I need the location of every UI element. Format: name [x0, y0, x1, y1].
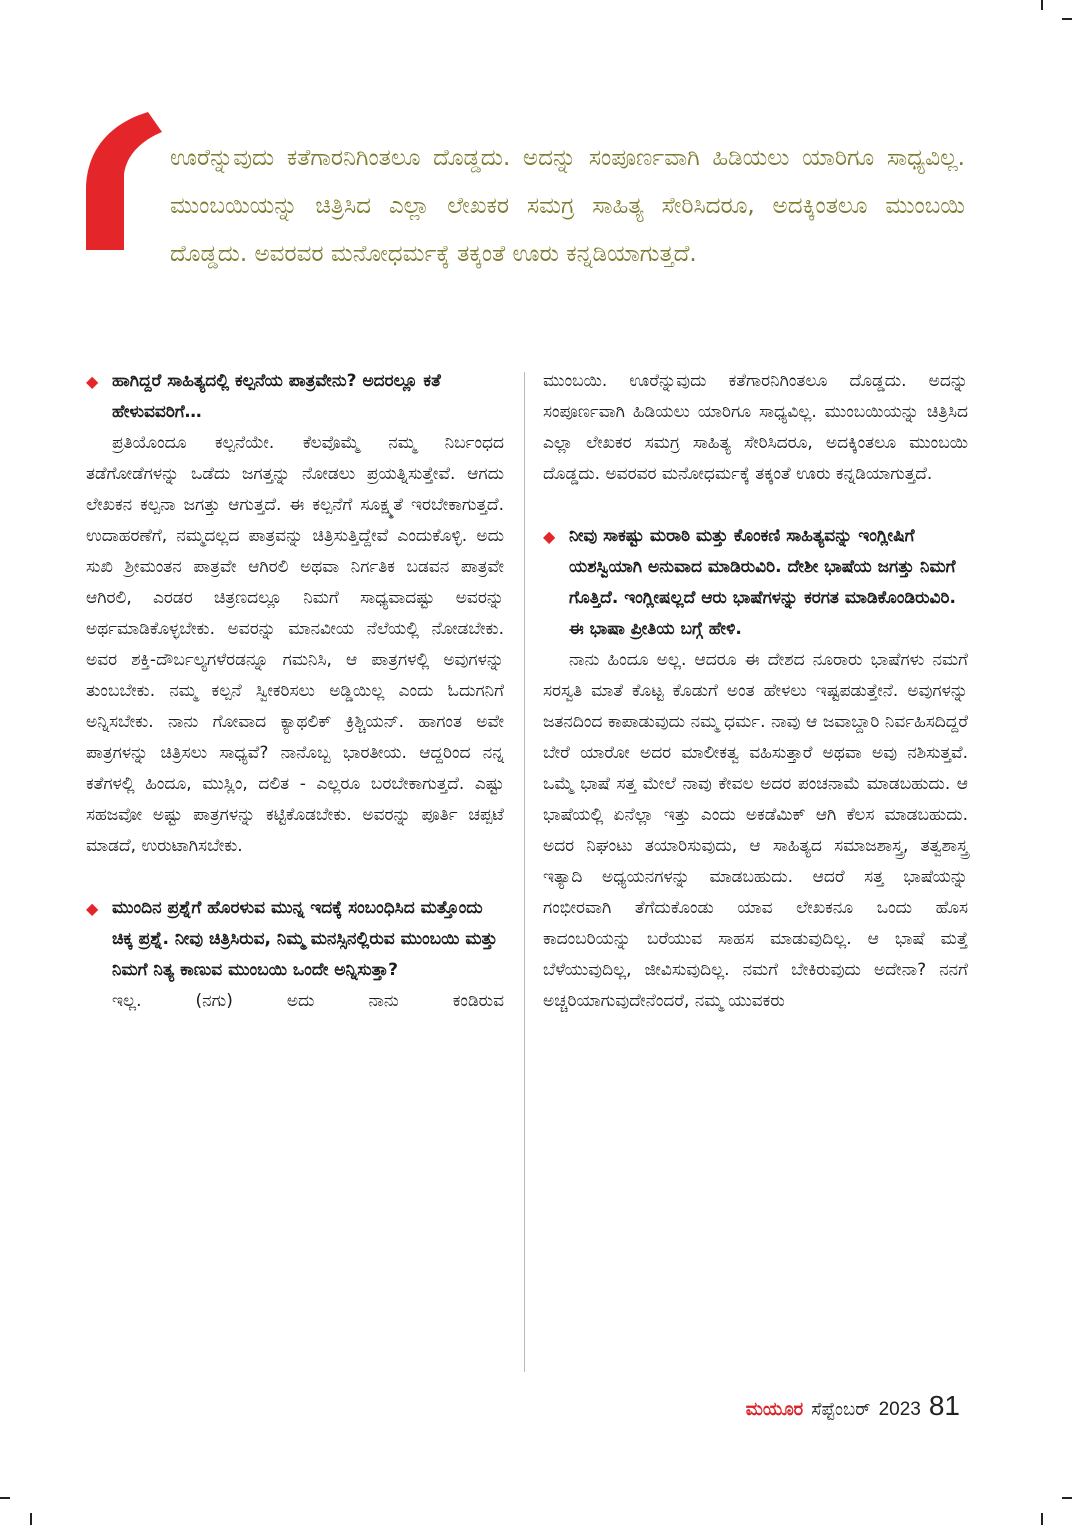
quotation-mark-icon — [86, 112, 162, 252]
crop-mark — [30, 1513, 32, 1525]
question-text: ನೀವು ಸಾಕಷ್ಟು ಮರಾಠಿ ಮತ್ತು ಕೊಂಕಣಿ ಸಾಹಿತ್ಯವನ್ನು ಇಂಗ್ಲೀಷಿಗೆ ಯಶಸ್ವಿಯಾಗಿ ಅನುವಾದ ಮಾಡಿರುವಿರಿ. ದೇಶೀ ಭಾಷೆಯ ಜಗತ್ತು ನಿಮಗೆ ಗೊತ್ತಿದೆ. ಇಂಗ್ಲೀಷಲ್ಲದೆ ಆರು ಭಾಷೆಗಳನ್ನು ಕರಗತ ಮಾಡಿಕೊಂಡಿರುವಿರಿ. ಈ ಭಾಷಾ ಪ್ರೀತಿಯ ಬಗ್ಗೆ ಹೇಳಿ. — [569, 526, 956, 639]
diamond-bullet-icon: ◆ — [543, 527, 556, 546]
left-column — [86, 366, 504, 1017]
continued-paragraph: ಮುಂಬಯಿ. ಊರೆನ್ನುವುದು ಕತೆಗಾರನಿಗಿಂತಲೂ ದೊಡ್ಡದು. ಅದನ್ನು ಸಂಪೂರ್ಣವಾಗಿ ಹಿಡಿಯಲು ಯಾರಿಗೂ ಸಾಧ್ಯವಿಲ್ಲ. ಮುಂಬಯಿಯನ್ನು ಚಿತ್ರಿಸಿದ ಎಲ್ಲಾ ಲೇಖಕರ ಸಮಗ್ರ ಸಾಹಿತ್ಯ ಸೇರಿಸಿದರೂ, ಅದಕ್ಕಿಂತಲೂ ಮುಂಬಯಿ ದೊಡ್ಡದು. ಅವರವರ ಮನೋಧರ್ಮಕ್ಕೆ ತಕ್ಕಂತೆ ಊರು ಕನ್ನಡಿಯಾಗುತ್ತದೆ. — [543, 371, 968, 484]
issue-year: 2023 — [878, 1399, 921, 1420]
crop-mark — [1041, 1513, 1043, 1525]
answer-paragraph: ನಾನು ಹಿಂದೂ ಅಲ್ಲ. ಆದರೂ ಈ ದೇಶದ ನೂರಾರು ಭಾಷೆಗಳು ನಮಗೆ ಸರಸ್ವತಿ ಮಾತೆ ಕೊಟ್ಟ ಕೊಡುಗೆ ಅಂತ ಹೇಳಲು ಇಷ್ಟಪಡುತ್ತೇನೆ. ಅವುಗಳನ್ನು ಜತನದಿಂದ ಕಾಪಾಡುವುದು ನಮ್ಮ ಧರ್ಮ. ನಾವು ಆ ಜವಾಬ್ದಾರಿ ನಿರ್ವಹಿಸದಿದ್ದರೆ ಬೇರೆ ಯಾರೋ ಅದರ ಮಾಲೀಕತ್ವ ವಹಿಸುತ್ತಾರೆ ಅಥವಾ ಅವು ನಶಿಸುತ್ತವೆ. ಒಮ್ಮೆ ಭಾಷೆ ಸತ್ತ ಮೇಲೆ ನಾವು ಕೇವಲ ಅದರ ಪಂಚನಾಮೆ ಮಾಡಬಹುದು. ಆ ಭಾಷೆಯಲ್ಲಿ ಏನೆಲ್ಲಾ ಇತ್ತು ಎಂದು ಅಕಡೆಮಿಕ್ ಆಗಿ ಕೆಲಸ ಮಾಡಬಹುದು. ಅದರ ನಿಘಂಟು ತಯಾರಿಸುವುದು, ಆ ಸಾಹಿತ್ಯದ ಸಮಾಜಶಾಸ್ತ್ರ, ತತ್ವಶಾಸ್ತ್ರ ಇತ್ಯಾದಿ ಅಧ್ಯಯನಗಳನ್ನು ಮಾಡಬಹುದು. ಆದರೆ ಸತ್ತ ಭಾಷೆಯನ್ನು ಗಂಭೀರವಾಗಿ ತೆಗೆದುಕೊಂಡು ಯಾವ ಲೇಖಕನೂ ಒಂದು ಹೊಸ ಕಾದಂಬರಿಯನ್ನು ಬರೆಯುವ ಸಾಹಸ ಮಾಡುವುದಿಲ್ಲ. ಆ ಭಾಷೆ ಮತ್ತೆ ಬೆಳೆಯುವುದಿಲ್ಲ, ಜೀವಿಸುವುದಿಲ್ಲ. ನಮಗೆ ಬೇಕಿರುವುದು ಅದೇನಾ? ನನಗೆ ಅಚ್ಚರಿಯಾಗುವುದೇನೆಂದರೆ, ನಮ್ಮ ಯುವಕರು — [543, 650, 968, 1011]
page-number: 81 — [928, 1390, 960, 1421]
question-heading — [543, 521, 968, 645]
crop-mark — [1041, 0, 1043, 10]
crop-mark — [1062, 18, 1072, 20]
question-text: ಹಾಗಿದ್ದರೆ ಸಾಹಿತ್ಯದಲ್ಲಿ ಕಲ್ಪನೆಯ ಪಾತ್ರವೇನು? ಅದರಲ್ಲೂ ಕತೆ ಹೇಳುವವರಿಗೆ… — [112, 371, 441, 422]
magazine-logo: ಮಯೂರ — [745, 1399, 804, 1420]
diamond-bullet-icon: ◆ — [86, 372, 99, 391]
crop-mark — [0, 1497, 10, 1499]
question-text: ಮುಂದಿನ ಪ್ರಶ್ನೆಗೆ ಹೊರಳುವ ಮುನ್ನ ಇದಕ್ಕೆ ಸಂಬಂಧಿಸಿದ ಮತ್ತೊಂದು ಚಿಕ್ಕ ಪ್ರಶ್ನೆ. ನೀವು ಚಿತ್ರಿಸಿರುವ, ನಿಮ್ಮ ಮನಸ್ಸಿನಲ್ಲಿರುವ ಮುಂಬಯಿ ಮತ್ತು ನಿಮಗೆ ನಿತ್ಯ ಕಾಣುವ ಮುಂಬಯಿ ಒಂದೇ ಅನ್ನಿಸುತ್ತಾ? — [112, 898, 498, 980]
pull-quote: ಊರೆನ್ನುವುದು ಕತೆಗಾರನಿಗಿಂತಲೂ ದೊಡ್ಡದು. ಅದನ್ನು ಸಂಪೂರ್ಣವಾಗಿ ಹಿಡಿಯಲು ಯಾರಿಗೂ ಸಾಧ್ಯವಿಲ್ಲ. ಮುಂಬಯಿಯನ್ನು ಚಿತ್ರಿಸಿದ ಎಲ್ಲಾ ಲೇಖಕರ ಸಮಗ್ರ ಸಾಹಿತ್ಯ ಸೇರಿಸಿದರೂ, ಅದಕ್ಕಿಂತಲೂ ಮುಂಬಯಿ ದೊಡ್ಡದು. ಅವರವರ ಮನೋಧರ್ಮಕ್ಕೆ ತಕ್ಕಂತೆ ಊರು ಕನ್ನಡಿಯಾಗುತ್ತದೆ. — [170, 145, 965, 267]
diamond-bullet-icon: ◆ — [86, 899, 99, 918]
question-heading — [86, 366, 504, 428]
issue-month: ಸೆಪ್ಟೆಂಬರ್ — [811, 1399, 871, 1420]
crop-mark — [1062, 1497, 1072, 1499]
column-divider — [524, 372, 525, 1372]
answer-paragraph: ಇಲ್ಲ. (ನಗು) ಅದು ನಾನು ಕಂಡಿರುವ — [112, 991, 504, 1011]
page-footer — [746, 1390, 960, 1422]
question-heading — [86, 893, 504, 986]
answer-paragraph: ಪ್ರತಿಯೊಂದೂ ಕಲ್ಪನೆಯೇ. ಕೆಲವೊಮ್ಮೆ ನಮ್ಮ ನಿರ್ಬಂಧದ ತಡೆಗೋಡೆಗಳನ್ನು ಒಡೆದು ಜಗತ್ತನ್ನು ನೋಡಲು ಪ್ರಯತ್ನಿಸುತ್ತೇವೆ. ಆಗದು ಲೇಖಕನ ಕಲ್ಪನಾ ಜಗತ್ತು ಆಗುತ್ತದೆ. ಈ ಕಲ್ಪನೆಗೆ ಸೂಕ್ಷ್ಮತೆ ಇರಬೇಕಾಗುತ್ತದೆ. ಉದಾಹರಣೆಗೆ, ನಮ್ಮದಲ್ಲದ ಪಾತ್ರವನ್ನು ಚಿತ್ರಿಸುತ್ತಿದ್ದೇವೆ ಎಂದುಕೊಳ್ಳಿ. ಅದು ಸುಖಿ ಶ್ರೀಮಂತನ ಪಾತ್ರವೇ ಆಗಿರಲಿ ಅಥವಾ ನಿರ್ಗತಿಕ ಬಡವನ ಪಾತ್ರವೇ ಆಗಿರಲಿ, ಎರಡರ ಚಿತ್ರಣದಲ್ಲೂ ನಿಮಗೆ ಸಾಧ್ಯವಾದಷ್ಟು ಅವರನ್ನು ಅರ್ಥಮಾಡಿಕೊಳ್ಳಬೇಕು. ಅವರನ್ನು ಮಾನವೀಯ ನೆಲೆಯಲ್ಲಿ ನೋಡಬೇಕು. ಅವರ ಶಕ್ತಿ-ದೌರ್ಬಲ್ಯಗಳೆರಡನ್ನೂ ಗಮನಿಸಿ, ಆ ಪಾತ್ರಗಳಲ್ಲಿ ಅವುಗಳನ್ನು ತುಂಬಬೇಕು. ನಮ್ಮ ಕಲ್ಪನೆ ಸ್ವೀಕರಿಸಲು ಅಡ್ಡಿಯಿಲ್ಲ ಎಂದು ಓದುಗನಿಗೆ ಅನ್ನಿಸಬೇಕು. ನಾನು ಗೋವಾದ ಕ್ಯಾಥಲಿಕ್ ಕ್ರಿಶ್ಚಿಯನ್. ಹಾಗಂತ ಅವೇ ಪಾತ್ರಗಳನ್ನು ಚಿತ್ರಿಸಲು ಸಾಧ್ಯವೆ? ನಾನೊಬ್ಬ ಭಾರತೀಯ. ಆದ್ದರಿಂದ ನನ್ನ ಕತೆಗಳಲ್ಲಿ ಹಿಂದೂ, ಮುಸ್ಲಿಂ, ದಲಿತ - ಎಲ್ಲರೂ ಬರಬೇಕಾಗುತ್ತದೆ. ಎಷ್ಟು ಸಹಜವೋ ಅಷ್ಟು ಪಾತ್ರಗಳನ್ನು ಕಟ್ಟಿಕೊಡಬೇಕು. ಅವರನ್ನು ಪೂರ್ತಿ ಚಪ್ಪಟೆ ಮಾಡದೆ, ಉರುಟಾಗಿಸಬೇಕು. — [86, 433, 504, 856]
right-column — [543, 366, 968, 1017]
